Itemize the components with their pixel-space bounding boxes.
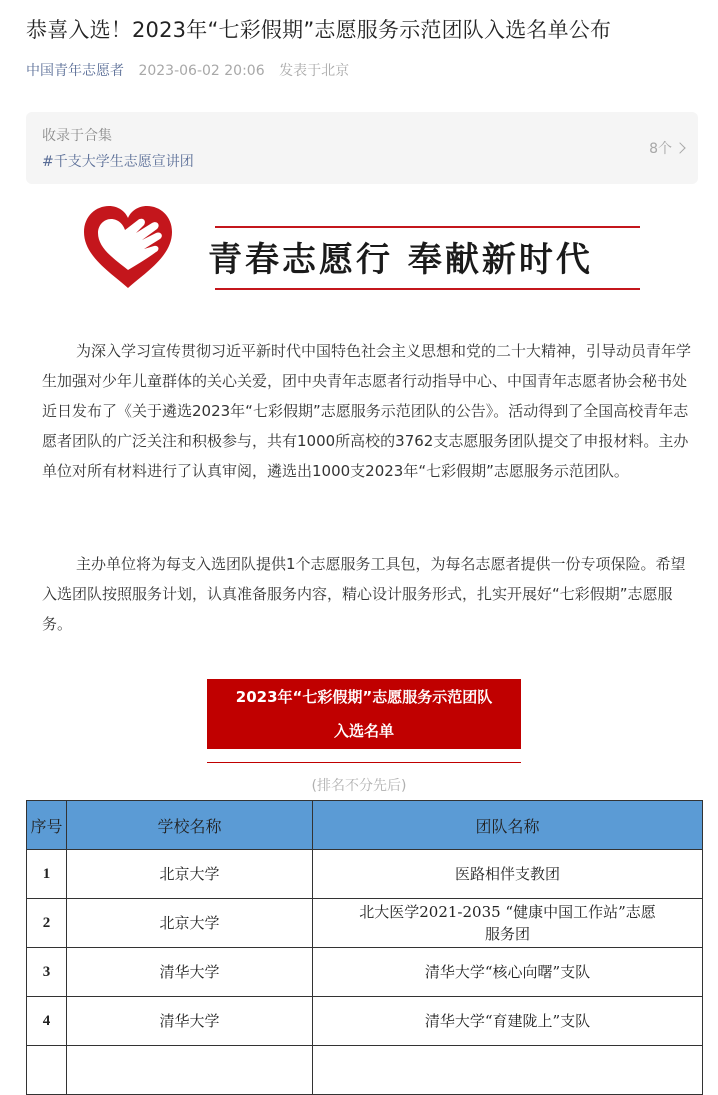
team-name [313, 1046, 703, 1095]
list-title-divider [207, 762, 521, 763]
table-row [27, 1046, 703, 1095]
collection-tag-link[interactable]: #千支大学生志愿宣讲团 [42, 154, 194, 170]
publish-location: 发表于北京 [279, 63, 350, 79]
banner-slogan: 青春志愿行 奉献新时代 [208, 240, 593, 280]
school-name: 北京大学 [67, 899, 313, 948]
school-name: 清华大学 [67, 997, 313, 1046]
article-meta [26, 60, 349, 80]
column-header-number: 序号 [27, 801, 67, 850]
collection-label: 收录于合集 [42, 128, 112, 144]
account-name-link[interactable]: 中国青年志愿者 [26, 63, 124, 79]
team-name: 清华大学“核心向曙”支队 [313, 948, 703, 997]
school-name: 北京大学 [67, 850, 313, 899]
selected-teams-table [26, 800, 703, 1095]
school-name [67, 1046, 313, 1095]
slogan-banner [80, 198, 646, 298]
body-paragraph: 主办单位将为每支入选团队提供1个志愿服务工具包，为每名志愿者提供一份专项保险。希望入选团队按照服务计划，认真准备服务内容，精心设计服务形式，扎实开展好“七彩假期”志愿服务。 [42, 555, 686, 633]
row-number: 1 [27, 850, 67, 899]
ranking-note: (排名不分先后) [311, 778, 407, 794]
list-title-line1: 2023年“七彩假期”志愿服务示范团队 [235, 688, 493, 706]
collection-count-text: 8个 [649, 141, 672, 157]
collection-card[interactable] [26, 112, 698, 184]
team-name: 清华大学“育建陇上”支队 [313, 997, 703, 1046]
table-row [27, 997, 703, 1046]
table-row [27, 899, 703, 948]
collection-count[interactable] [649, 138, 684, 158]
team-name: 北大医学2021-2035 “健康中国工作站”志愿服务团 [313, 899, 703, 948]
school-name: 清华大学 [67, 948, 313, 997]
row-number: 3 [27, 948, 67, 997]
publish-time: 2023-06-02 20:06 [138, 63, 265, 79]
table-row [27, 850, 703, 899]
row-number: 2 [27, 899, 67, 948]
volunteer-heart-logo-icon [80, 200, 176, 296]
column-header-team: 团队名称 [313, 801, 703, 850]
banner-bottom-rule [215, 288, 640, 290]
row-number [27, 1046, 67, 1095]
body-paragraph: 为深入学习宣传贯彻习近平新时代中国特色社会主义思想和党的二十大精神，引导动员青年学生加强对少年儿童群体的关心关爱，团中央青年志愿者行动指导中心、中国青年志愿者协会秘书处近日发布了《关于遴选2023年“七彩假期”志愿服务示范团队的公告》。活动得到了全国高校青年志愿者团队的广泛关注和积极参与，共有1000所高校的3762支志愿服务团队提交了申报材料。主办单位对所有材料进行了认真审阅，遴选出1000支2023年“七彩假期”志愿服务示范团队。 [42, 342, 692, 480]
team-name: 医路相伴支教团 [313, 850, 703, 899]
table-row [27, 948, 703, 997]
row-number: 4 [27, 997, 67, 1046]
column-header-school: 学校名称 [67, 801, 313, 850]
table-header-row [27, 801, 703, 850]
list-title-line2: 入选名单 [333, 722, 394, 740]
list-title-box [207, 679, 521, 749]
chevron-right-icon [674, 142, 685, 153]
article-title: 恭喜入选！2023年“七彩假期”志愿服务示范团队入选名单公布 [26, 18, 612, 42]
banner-top-rule [215, 226, 640, 228]
